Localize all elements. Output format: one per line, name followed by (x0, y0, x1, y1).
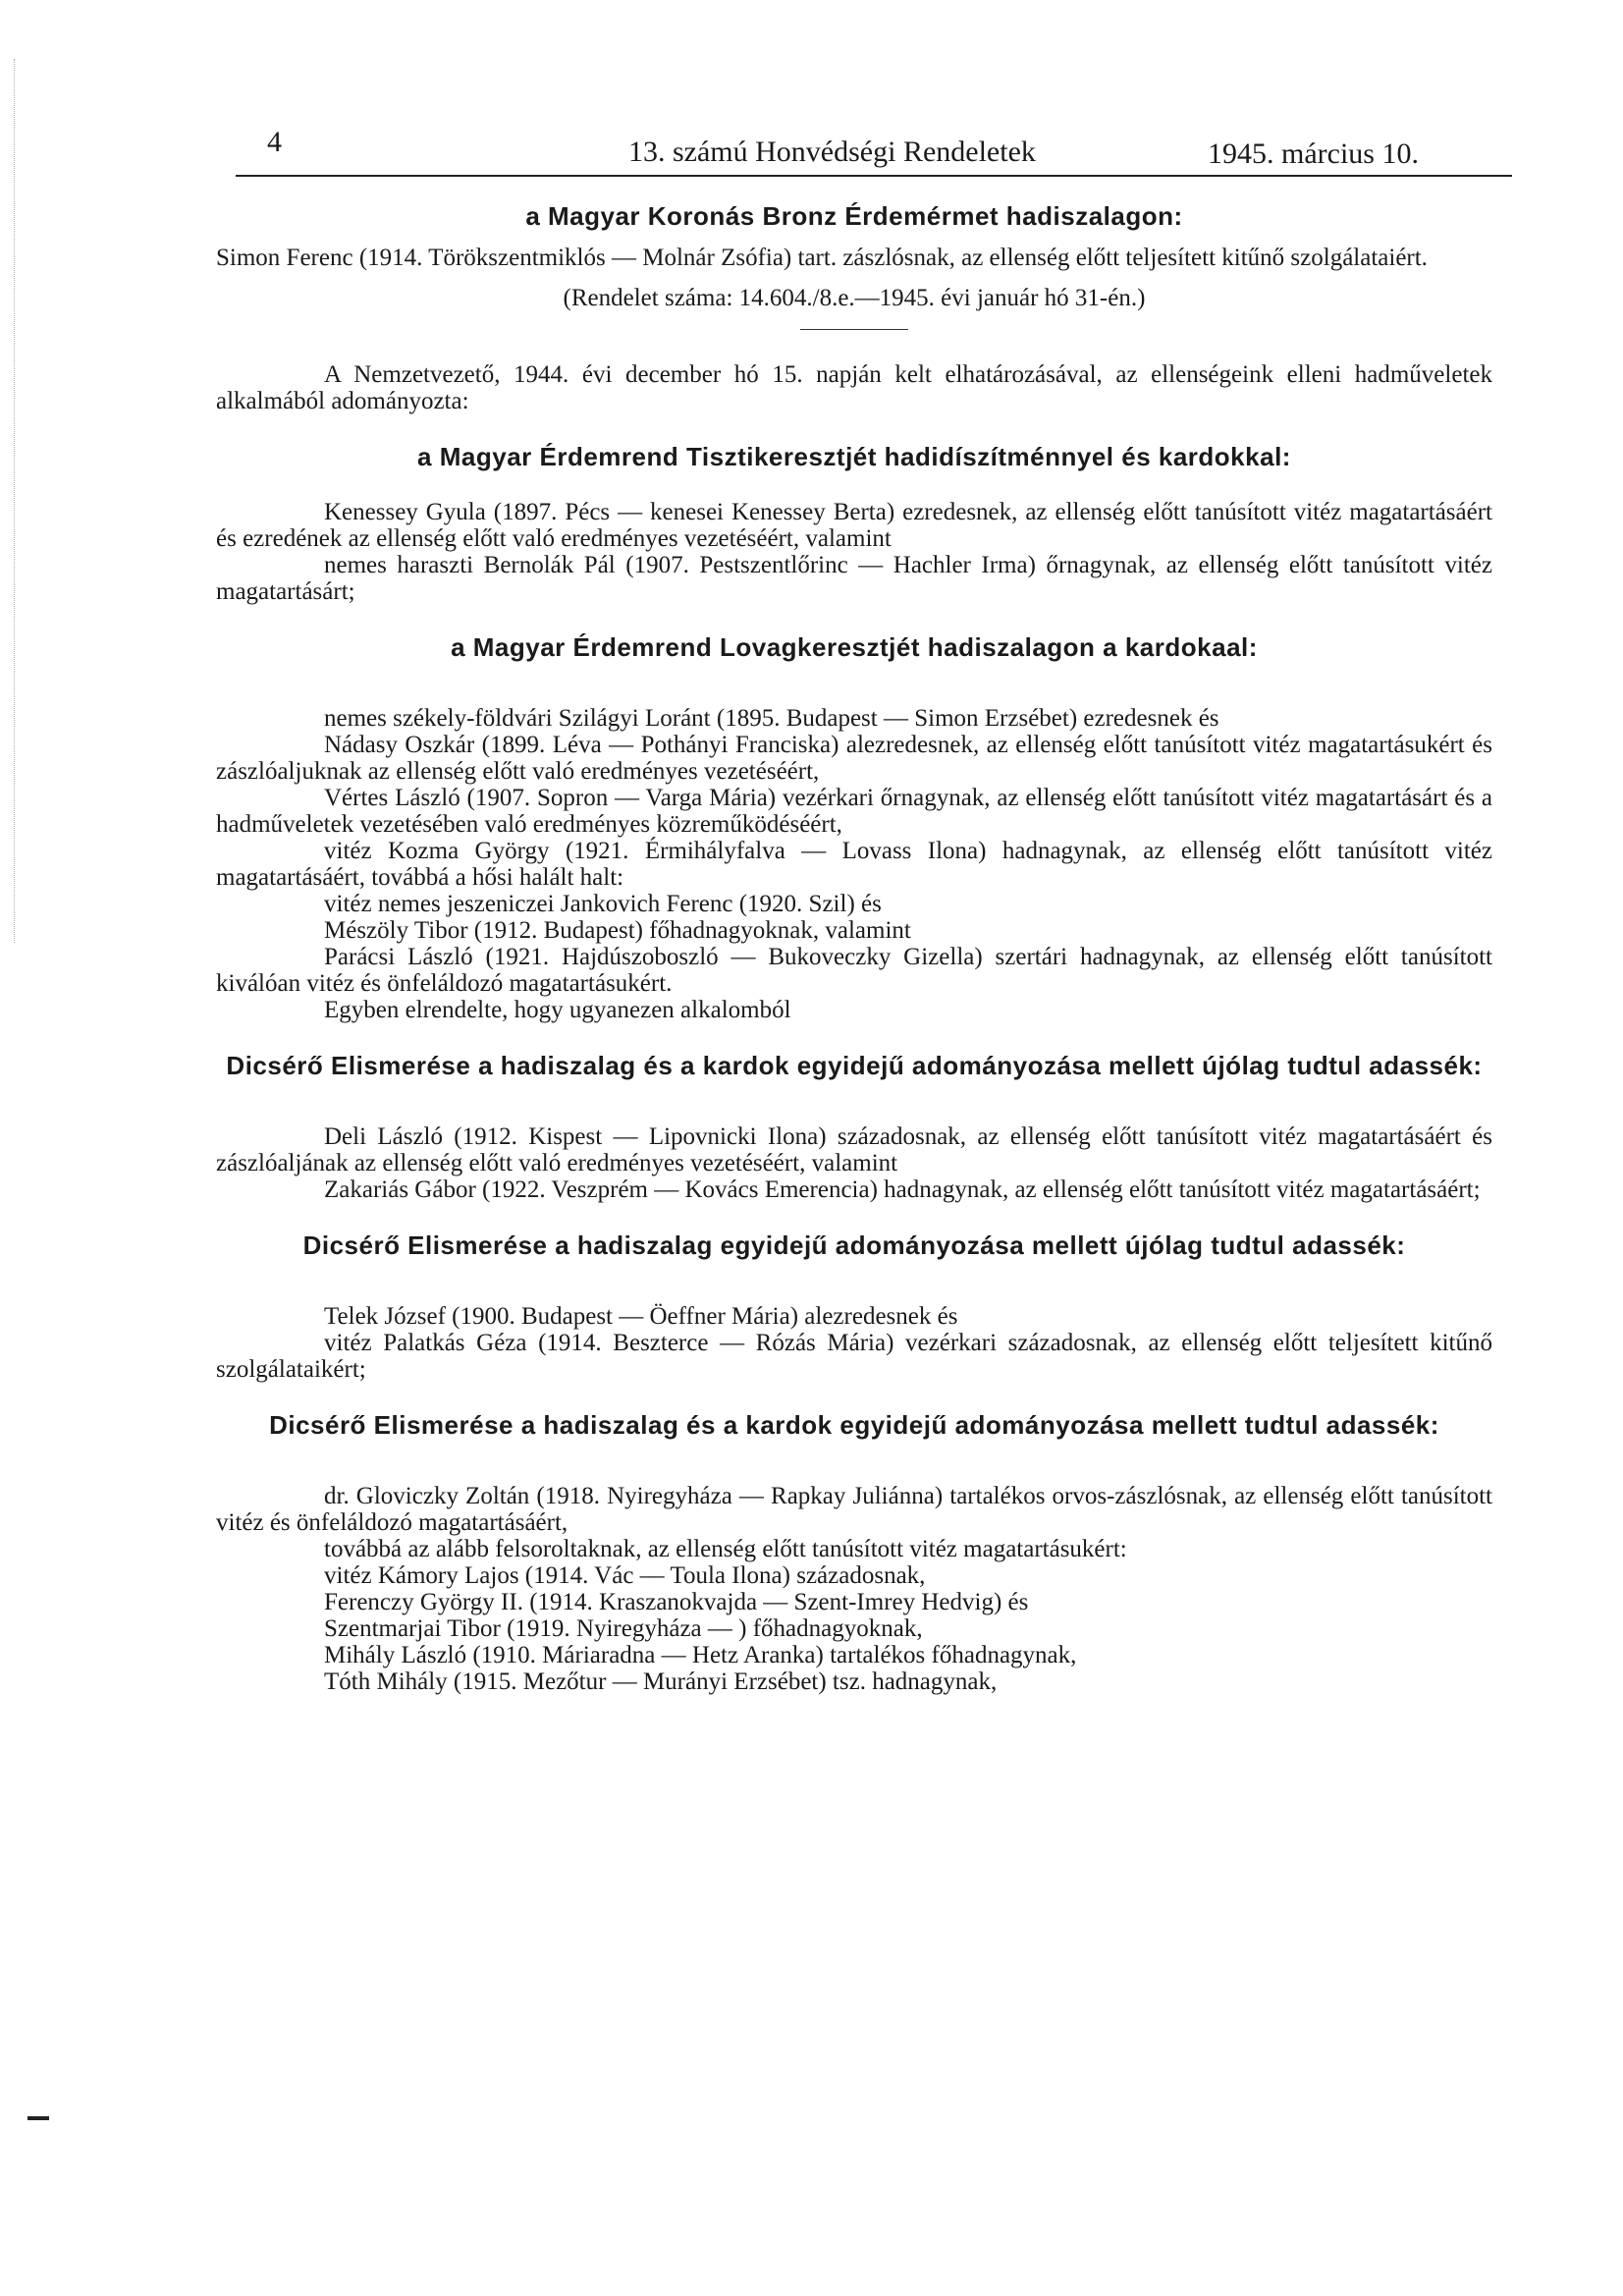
section-heading: Dicsérő Elismerése a hadiszalag és a kardok egyidejű adományozása mellett tudtul adassék: (269, 1410, 1439, 1440)
paragraph: Mihály László (1910. Máriaradna — Hetz Aranka) tartalékos főhadnagynak, (324, 1642, 1077, 1668)
paragraph: vitéz Kámory Lajos (1914. Vác — Toula Ilona) századosnak, (324, 1562, 926, 1589)
section-heading: Dicsérő Elismerése a hadiszalag és a kardok egyidejű adományozása mellett újólag tudtul adassék: (226, 1051, 1483, 1080)
paragraph: nemes székely-földvári Szilágyi Loránt (1895. Budapest — Simon Erzsébet) ezredesnek és (324, 705, 1219, 732)
decree-reference: (Rendelet száma: 14.604./8.e.—1945. évi január hó 31-én.) (563, 285, 1146, 311)
paragraph: dr. Gloviczky Zoltán (1918. Nyiregyháza — Rapkay Juliánna) tartalékos orvos-zászlósnak, az ellenség előtt tanúsított vitéz és önfeláldozó magatartásáért, (216, 1483, 1492, 1536)
publication-title: 13. számú Honvédségi Rendeletek (628, 136, 1036, 168)
document-body (216, 201, 1492, 1695)
paragraph: Egyben elrendelte, hogy ugyanezen alkalomból (324, 997, 791, 1023)
paragraph: vitéz Kozma György (1921. Érmihályfalva — Lovass Ilona) hadnagynak, az ellenség előtt tanúsított vitéz magatartásáért, továbbá a hősi halált halt: (216, 838, 1492, 891)
section-heading: a Magyar Érdemrend Lovagkeresztjét hadiszalagon a kardokaal: (451, 632, 1258, 662)
paragraph: Kenessey Gyula (1897. Pécs — kenesei Kenessey Berta) ezredesnek, az ellenség előtt tanúsított vitéz magatartásáért és ezredének az ellenség előtt való eredményes vezetéséért, valamint (216, 499, 1492, 552)
separator-line (800, 329, 908, 330)
paragraph: Parácsi László (1921. Hajdúszoboszló — Bukoveczky Gizella) szertári hadnagynak, az ellenség előtt tanúsított kiválóan vitéz és önfeláldozó magatartásukért. (216, 944, 1492, 997)
paragraph: Telek József (1900. Budapest — Öeffner Mária) alezredesnek és (324, 1303, 958, 1330)
paragraph: Szentmarjai Tibor (1919. Nyiregyháza — ) főhadnagyoknak, (324, 1615, 923, 1642)
paragraph: A Nemzetvezető, 1944. évi december hó 15. napján kelt elhatározásával, az ellenségeink elleni hadműveletek alkalmából adományozta: (216, 361, 1492, 414)
page-number: 4 (267, 126, 282, 158)
paragraph: nemes haraszti Bernolák Pál (1907. Pestszentlőrinc — Hachler Irma) őrnagynak, az ellenség előtt tanúsított vitéz magatartásárt; (216, 552, 1492, 605)
paragraph: Simon Ferenc (1914. Törökszentmiklós — Molnár Zsófia) tart. zászlósnak, az ellenség előtt teljesített kitűnő szolgálataiért. (216, 245, 1428, 271)
section-heading: a Magyar Érdemrend Tisztikeresztjét hadidíszítménnyel és kardokkal: (417, 442, 1291, 471)
margin-mark (27, 2116, 49, 2120)
paragraph: Deli László (1912. Kispest — Lipovnicki Ilona) századosnak, az ellenség előtt tanúsított vitéz magatartásáért és zászlóaljának az ellenség előtt való eredményes vezetéséért, valamint (216, 1123, 1492, 1176)
paragraph: Ferenczy György II. (1914. Kraszanokvajda — Szent-Imrey Hedvig) és (324, 1589, 1029, 1615)
paragraph: vitéz nemes jeszeniczei Jankovich Ferenc (1920. Szil) és (324, 891, 882, 917)
publication-date: 1945. március 10. (1208, 137, 1419, 170)
paragraph: Mészöly Tibor (1912. Budapest) főhadnagyoknak, valamint (324, 917, 911, 944)
paragraph: Nádasy Oszkár (1899. Léva — Pothányi Franciska) alezredesnek, az ellenség előtt tanúsított vitéz magatartásukért és zászlóaljuknak az ellenség előtt való eredményes vezetéséért, (216, 732, 1492, 785)
scan-edge-marks (14, 59, 18, 943)
section-heading: a Magyar Koronás Bronz Érdemérmet hadiszalagon: (525, 201, 1183, 231)
paragraph: Tóth Mihály (1915. Mezőtur — Murányi Erzsébet) tsz. hadnagynak, (324, 1668, 998, 1695)
paragraph: vitéz Palatkás Géza (1914. Beszterce — Rózás Mária) vezérkari századosnak, az ellenség előtt teljesített kitűnő szolgálataikért; (216, 1330, 1492, 1383)
section-heading: Dicsérő Elismerése a hadiszalag egyidejű adományozása mellett újólag tudtul adassék: (302, 1230, 1406, 1260)
paragraph: Zakariás Gábor (1922. Veszprém — Kovács Emerencia) hadnagynak, az ellenség előtt tanúsított vitéz magatartásáért; (324, 1176, 1481, 1203)
page-header (236, 126, 1512, 177)
paragraph: Vértes László (1907. Sopron — Varga Mária) vezérkari őrnagynak, az ellenség előtt tanúsított vitéz magatartásárt és a hadműveletek vezetésében való eredményes közreműködéséért, (216, 785, 1492, 838)
paragraph: továbbá az alább felsoroltaknak, az ellenség előtt tanúsított vitéz magatartásukért: (324, 1536, 1127, 1562)
